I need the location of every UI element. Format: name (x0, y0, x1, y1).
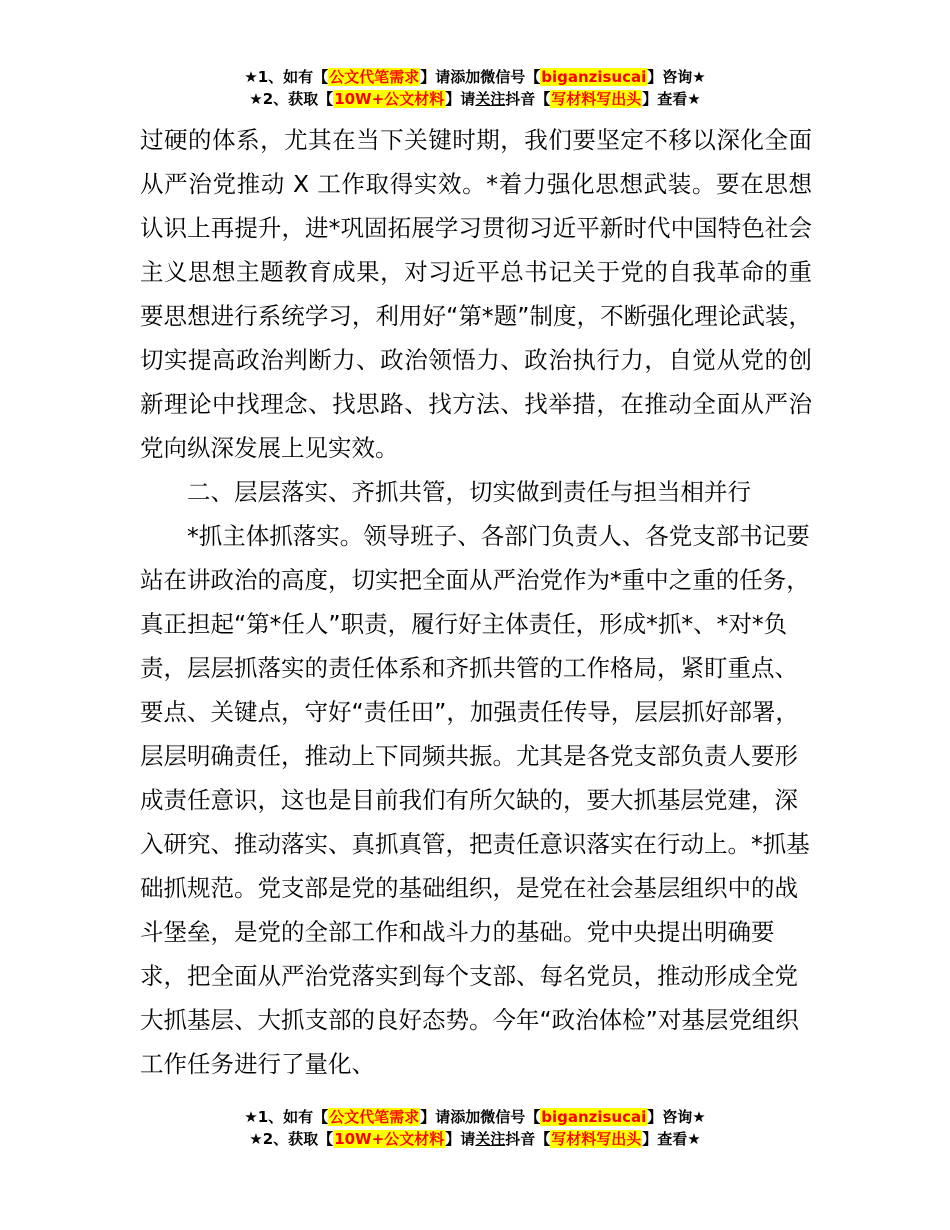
footer-banner (0, 1106, 950, 1150)
highlight-service: 公文代笔需求 (329, 1108, 420, 1126)
highlight-wechat-id: biganzisucai (541, 1108, 647, 1126)
header-banner (0, 66, 950, 110)
document-body (140, 118, 812, 1086)
body-paragraph-1: 过硬的体系，尤其在当下关键时期，我们要坚定不移以深化全面从严治党推动 X 工作取得实效。*着力强化思想武装。要在思想认识上再提升，进*巩固拓展学习贯彻习近平新时代中国特色社会主义思想主题教育成果，对习近平总书记关于党的自我革命的重要思想进行系统学习，利用好“第*题”制度，不断强化理论武装，切实提高政治判断力、政治领悟力、政治执行力，自觉从党的创新理论中找理念、找思路、找方法、找举措，在推动全面从严治党向纵深发展上见实效。 (140, 126, 812, 462)
body-paragraph-2: *抓主体抓落实。领导班子、各部门负责人、各党支部书记要站在讲政治的高度，切实把全面从严治党作为*重中之重的任务，真正担起“第*任人”职责，履行好主体责任，形成*抓*、*对*负责，层层抓落实的责任体系和齐抓共管的工作格局，紧盯重点、要点、关键点，守好“责任田”，加强责任传导，层层抓好部署，层层明确责任，推动上下同频共振。尤其是各党支部负责人要形成责任意识，这也是目前我们有所欠缺的，要大抓基层党建，深入研究、推动落实、真抓真管，把责任意识落实在行动上。*抓基础抓规范。党支部是党的基础组织，是党在社会基层组织中的战斗堡垒，是党的全部工作和战斗力的基础。党中央提出明确要求，把全面从严治党落实到每个支部、每名党员，推动形成全党大抓基层、大抓支部的良好态势。今年“政治体检”对基层党组织工作任务进行了量化、 (140, 522, 810, 1078)
footer-banner-line-1: ★1、如有【公文代笔需求】请添加微信号【biganzisucai】咨询★ (244, 1108, 706, 1126)
header-banner-line-2: ★2、获取【10W+公文材料】请关注抖音【写材料写出头】查看★ (249, 90, 701, 108)
highlight-douyin-account: 写材料写出头 (551, 1130, 642, 1148)
footer-banner-line-2: ★2、获取【10W+公文材料】请关注抖音【写材料写出头】查看★ (249, 1130, 701, 1148)
highlight-materials: 10W+公文材料 (334, 1130, 445, 1148)
highlight-service: 公文代笔需求 (329, 68, 420, 86)
highlight-douyin-account: 写材料写出头 (551, 90, 642, 108)
highlight-wechat-id: biganzisucai (541, 68, 647, 86)
section-heading-2: 二、层层落实、齐抓共管，切实做到责任与担当相并行 (187, 478, 751, 506)
underlined-follow: 关注 (475, 1130, 506, 1148)
header-banner-line-1: ★1、如有【公文代笔需求】请添加微信号【biganzisucai】咨询★ (244, 68, 706, 86)
underlined-follow: 关注 (475, 90, 506, 108)
highlight-materials: 10W+公文材料 (334, 90, 445, 108)
